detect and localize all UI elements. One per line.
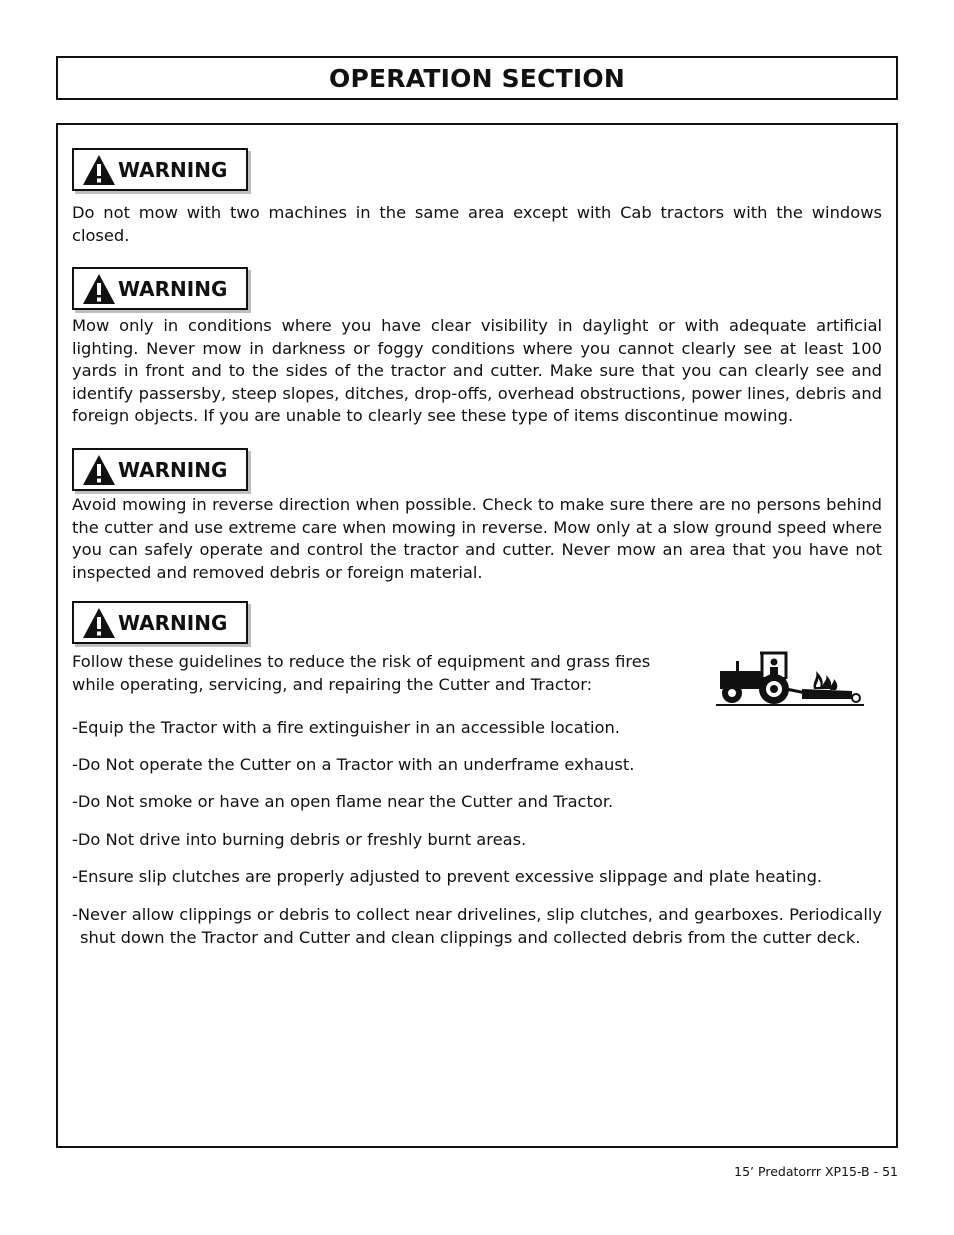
warning-text: WARNING [118, 276, 228, 301]
warning-text: WARNING [118, 457, 228, 482]
fire-guideline-3: -Do Not smoke or have an open flame near the Cutter and Tractor. [72, 792, 614, 811]
section-title-box [56, 56, 898, 100]
warning-triangle-icon [82, 273, 116, 305]
tractor-fire-icon [716, 649, 864, 709]
fire-guideline-1: -Equip the Tractor with a fire extinguisher in an accessible location. [72, 718, 620, 737]
warning-label-2 [72, 267, 248, 310]
warning-label-3 [72, 448, 248, 491]
fire-guideline-2: -Do Not operate the Cutter on a Tractor with an underframe exhaust. [72, 755, 635, 774]
warning-triangle-icon [82, 154, 116, 186]
warning-text: WARNING [118, 157, 228, 182]
warning-triangle-icon [82, 607, 116, 639]
warning-triangle-icon [82, 454, 116, 486]
fire-guideline-4: -Do Not drive into burning debris or freshly burnt areas. [72, 830, 527, 849]
warning-4-text: Follow these guidelines to reduce the risk of equipment and grass fires while operating, servicing, and repairing the Cutter and Tractor: [72, 652, 651, 694]
warning-3-text: Avoid mowing in reverse direction when possible. Check to make sure there are no persons behind the cutter and use extreme care when mowing in reverse. Mow only at a slow ground speed where you can safely operate and control the tractor and cutter. Never mow an area that you have not inspected and removed debris or foreign material. [72, 495, 882, 582]
fire-guideline-6: -Never allow clippings or debris to collect near drivelines, slip clutches, and gearboxes. Periodically shut down the Tractor and Cutter and clean clippings and collected debris from the cutter deck. [72, 905, 882, 947]
section-title: OPERATION SECTION [329, 63, 625, 93]
warning-1-text: Do not mow with two machines in the same area except with Cab tractors with the windows closed. [72, 203, 882, 245]
warning-text: WARNING [118, 610, 228, 635]
warning-2-text: Mow only in conditions where you have clear visibility in daylight or with adequate artificial lighting. Never mow in darkness or foggy conditions where you cannot clearly see at least 100 yards in front and to the sides of the tractor and cutter. Make sure that you can clearly see and identify passersby, steep slopes, ditches, drop-offs, overhead obstructions, power lines, debris and foreign objects. If you are unable to clearly see these type of items discontinue mowing. [72, 316, 882, 425]
page-footer: 15’ Predatorrr XP15-B - 51 [734, 1164, 898, 1179]
warning-label-4 [72, 601, 248, 644]
fire-guideline-5: -Ensure slip clutches are properly adjusted to prevent excessive slippage and plate heating. [72, 867, 823, 886]
warning-label-1 [72, 148, 248, 191]
content-box [56, 123, 898, 1148]
